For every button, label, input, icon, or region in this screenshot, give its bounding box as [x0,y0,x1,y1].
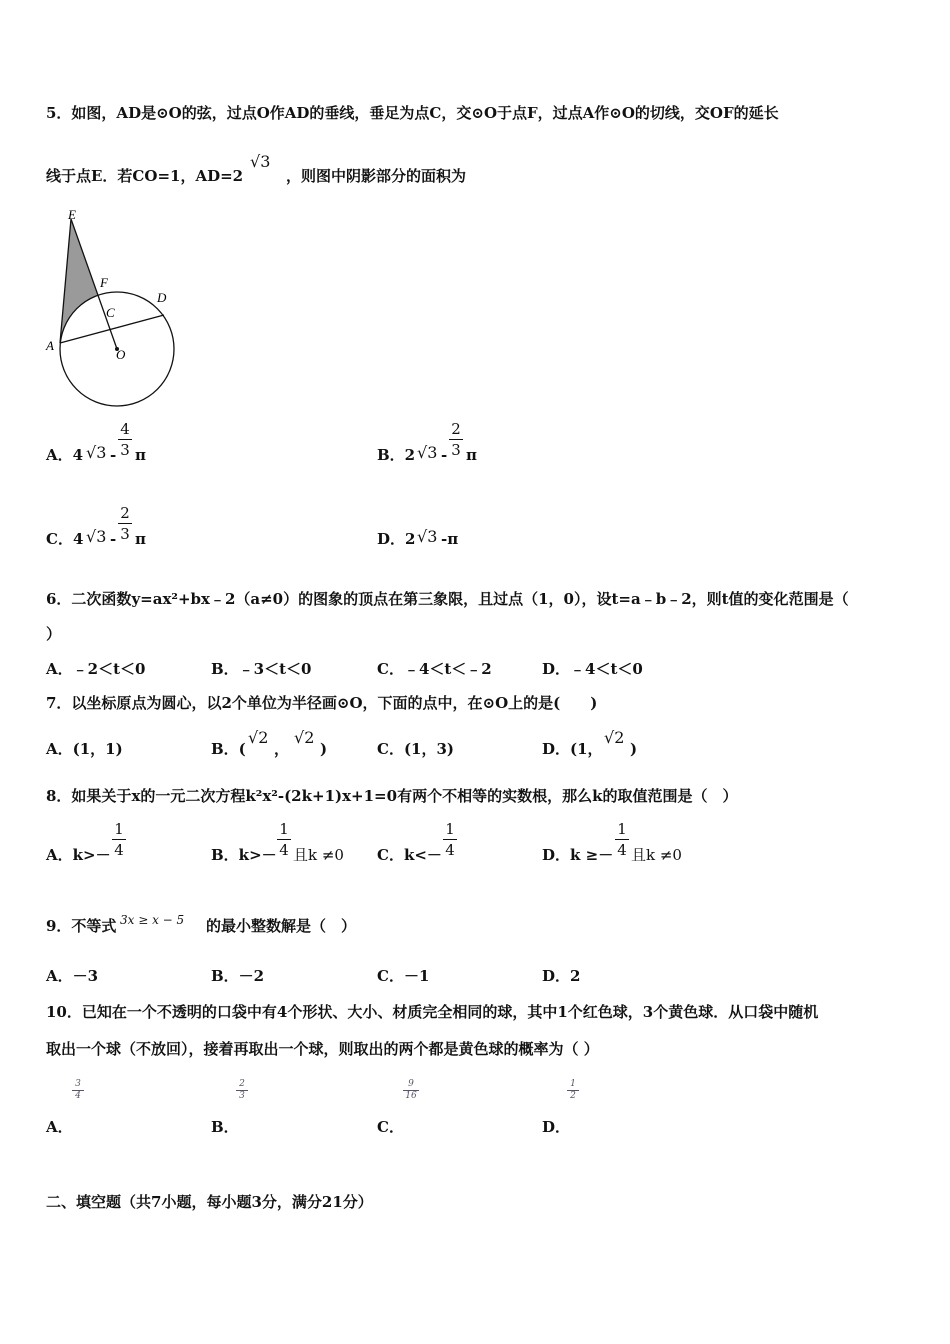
frac-den: 3 [239,1091,245,1101]
q7-option-b-comma: ， [274,740,290,758]
frac-den: 2 [570,1091,576,1101]
q5-option-b-tail: π [466,446,477,464]
q5-option-a-rad: √3 [86,443,107,462]
label-o: O [116,347,126,362]
q8-option-b-pre: B．k>－ [211,846,277,864]
frac-bar [118,439,132,440]
q7-option-b-rad2: √2 [294,728,315,747]
q7-option-d-rad: √2 [604,728,625,747]
q7-option-b-rad1: √2 [248,728,269,747]
q5-option-d-label: D．2 [377,530,416,548]
q8-option-a-pre: A．k>－ [46,846,111,864]
q5-option-d-rad: √3 [417,527,438,546]
q8-option-b-tail: 且k ≠0 [293,846,344,864]
frac-den: 4 [279,841,289,859]
q7-option-d-pre: D．(1， [542,740,603,758]
q5-option-c-minus: - [110,530,117,548]
q5-option-a-fraction [118,420,132,459]
frac-num: 2 [120,504,130,522]
q5-option-a-minus: - [110,446,117,464]
q5-line1: 5．如图，AD是⊙O的弦，过点O作AD的垂线，垂足为点C，交⊙O于点F，过点A作⊙O的切线，交OF的延长 [46,104,779,122]
q5-option-c-label: C．4 [46,530,84,548]
q6-option-b: B．﹣3＜t＜0 [211,660,312,678]
q8-option-d-fraction [615,820,629,859]
q9-option-c: C．－1 [377,967,430,985]
q10-fraction-c [403,1080,419,1101]
q6-option-a: A．﹣2＜t＜0 [46,660,146,678]
frac-den: 3 [120,525,130,543]
q10-line2: 取出一个球（不放回），接着再取出一个球，则取出的两个都是黄色球的概率为（ ） [46,1040,599,1058]
circle-tangent-figure [40,205,190,415]
label-f: F [100,275,108,290]
q8-option-c-pre: C．k<－ [377,846,442,864]
q7-option-b-post: ) [320,740,328,758]
q5-line2-pre: 线于点E．若CO=1，AD=2 [46,167,244,185]
frac-bar [449,439,463,440]
q5-option-c-rad: √3 [86,527,107,546]
frac-den: 4 [114,841,124,859]
frac-num: 1 [114,820,124,838]
frac-num: 9 [408,1079,414,1089]
q6-line2: ） [46,625,62,643]
q7-option-c: C．(1，3) [377,740,455,758]
q10-fraction-a [72,1080,84,1101]
frac-den: 4 [617,841,627,859]
q5-sqrt3: √3 [250,152,271,171]
q5-option-c-fraction [118,504,132,543]
q8-option-c-fraction [443,820,457,859]
q9-option-a: A．－3 [46,967,99,985]
frac-num: 2 [239,1079,245,1089]
q7-option-a: A．(1，1) [46,740,123,758]
q7-line1: 7．以坐标原点为圆心，以2个单位为半径画⊙O，下面的点中，在⊙O上的是( ) [46,694,598,712]
frac-num: 1 [445,820,455,838]
q10-option-c: C． [377,1118,404,1136]
frac-num: 2 [451,420,461,438]
q6-option-d: D．﹣4＜t＜0 [542,660,643,678]
q10-option-d: D． [542,1118,571,1136]
q10-option-b: B． [211,1118,239,1136]
frac-num: 3 [75,1079,81,1089]
frac-den: 3 [120,441,130,459]
q6-option-c: C．﹣4＜t＜﹣2 [377,660,492,678]
q7-option-d-post: ) [630,740,638,758]
frac-num: 1 [279,820,289,838]
label-c: C [106,305,115,320]
q10-line1: 10．已知在一个不透明的口袋中有4个形状、大小、材质完全相同的球，其中1个红色球，3个黄色球．从口袋中随机 [46,1003,819,1021]
q5-line2-post: ，则图中阴影部分的面积为 [286,167,467,185]
q5-option-d-tail: -π [441,530,459,548]
q5-option-c-tail: π [135,530,146,548]
frac-bar [112,839,126,840]
q9-post: 的最小整数解是（ ） [206,917,357,935]
frac-num: 1 [617,820,627,838]
frac-num: 4 [120,420,130,438]
frac-den: 4 [445,841,455,859]
section-heading: 二、填空题（共7小题，每小题3分，满分21分） [46,1193,373,1211]
q7-option-b-pre: B．( [211,740,246,758]
frac-bar [615,839,629,840]
q6-line1: 6．二次函数y=ax²+bx﹣2（a≠0）的图象的顶点在第三象限，且过点（1，0），设t=a﹣b﹣2，则t值的变化范围是（ [46,590,849,608]
frac-den: 4 [75,1091,81,1101]
q9-pre: 9．不等式 [46,917,117,935]
q5-option-b-rad: √3 [417,443,438,462]
label-d: D [157,290,167,305]
q5-option-b-minus: - [441,446,448,464]
frac-den: 16 [405,1091,417,1101]
q8-option-d-pre: D．k ≥－ [542,846,614,864]
q5-option-a-label: A．4 [46,446,84,464]
q9-option-b: B．－2 [211,967,265,985]
q5-option-a-tail: π [135,446,146,464]
q8-line1: 8．如果关于x的一元二次方程k²x²-(2k+1)x+1=0有两个不相等的实数根，那么k的取值范围是（ ） [46,787,738,805]
q9-option-d: D．2 [542,967,581,985]
q8-option-b-fraction [277,820,291,859]
frac-num: 1 [570,1079,576,1089]
q5-option-b-fraction [449,420,463,459]
q10-option-a: A． [46,1118,73,1136]
q5-option-b-label: B．2 [377,446,416,464]
frac-bar [277,839,291,840]
label-e: E [68,207,76,222]
q10-fraction-d [567,1080,579,1101]
q8-option-a-fraction [112,820,126,859]
q8-option-d-tail: 且k ≠0 [631,846,682,864]
label-a: A [46,338,54,353]
q10-fraction-b [236,1080,248,1101]
frac-bar [118,523,132,524]
frac-den: 3 [451,441,461,459]
frac-bar [443,839,457,840]
q9-formula: 3x ≥ x − 5 [120,913,185,927]
